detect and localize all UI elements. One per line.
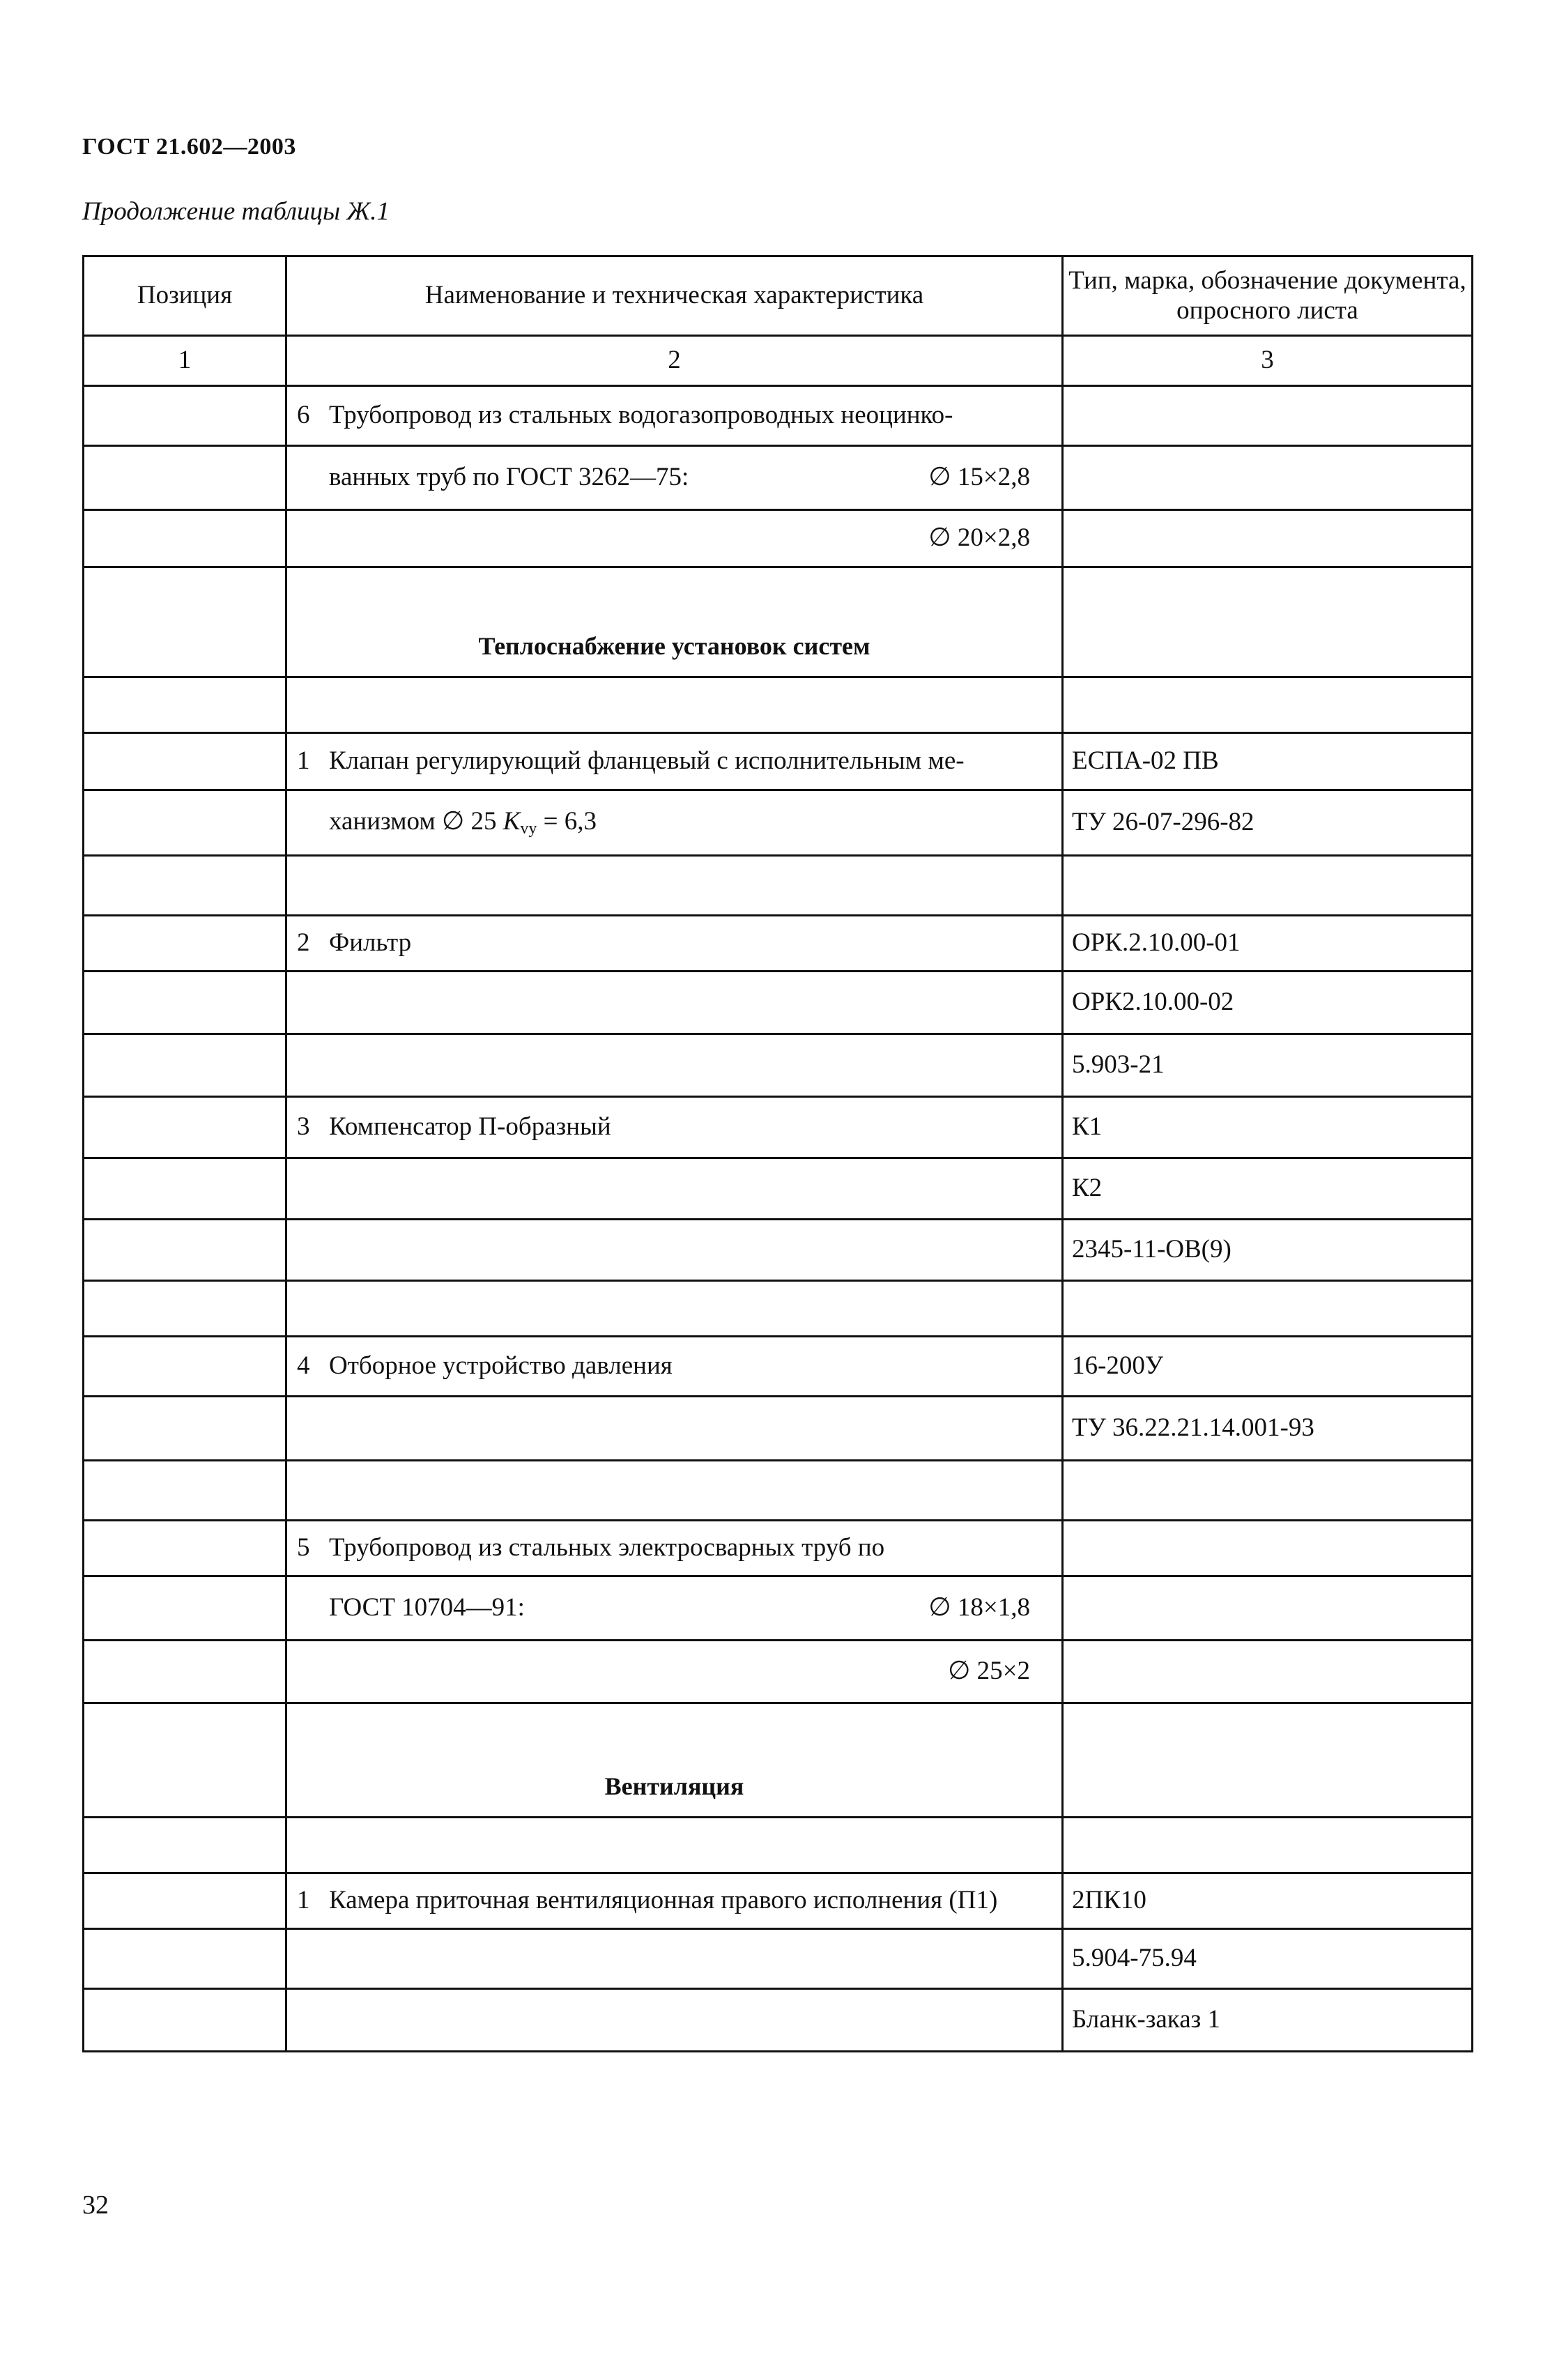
name-cell	[286, 733, 1063, 790]
table-row	[84, 677, 1473, 733]
name-cell	[286, 1641, 1063, 1703]
table-row	[84, 1220, 1473, 1281]
flow-coefficient-value: = 6,3	[537, 806, 597, 836]
table-row	[84, 1281, 1473, 1337]
table-row	[84, 1576, 1473, 1641]
type-cell: 2ПК10	[1063, 1873, 1473, 1929]
position-cell	[84, 1097, 286, 1158]
type-cell: ОРК2.10.00-02	[1063, 972, 1473, 1034]
type-cell: ОРК.2.10.00-01	[1063, 916, 1473, 972]
item-number: 6	[297, 401, 310, 430]
pipe-dimension: ∅ 20×2,8	[928, 523, 1030, 553]
table-row	[84, 386, 1473, 446]
item-number: 1	[297, 746, 310, 776]
type-cell	[1063, 386, 1473, 446]
section-title: Вентиляция	[604, 1772, 744, 1801]
position-cell	[84, 916, 286, 972]
flow-coefficient-symbol: K	[502, 806, 521, 836]
item-text: ханизмом ∅ 25	[329, 806, 503, 836]
type-cell: 5.904-75.94	[1063, 1929, 1473, 1989]
item-text: Компенсатор П-образный	[329, 1112, 611, 1142]
item-text: Камера приточная вентиляционная правого исполнения (П1)	[329, 1886, 998, 1915]
name-cell	[286, 1521, 1063, 1576]
item-text: ГОСТ 10704—91:	[329, 1593, 525, 1622]
column-number: 3	[1063, 336, 1473, 386]
column-number-row	[84, 336, 1473, 386]
column-header-name: Наименование и техническая характеристика	[286, 256, 1063, 336]
position-cell	[84, 446, 286, 510]
section-row	[84, 1703, 1473, 1818]
table-row	[84, 1641, 1473, 1703]
pipe-dimension: ∅ 18×1,8	[928, 1593, 1030, 1622]
type-cell: Бланк-заказ 1	[1063, 1989, 1473, 2052]
table-row	[84, 1929, 1473, 1989]
item-text: ванных труб по ГОСТ 3262—75:	[329, 463, 689, 492]
table-continuation-caption: Продолжение таблицы Ж.1	[82, 197, 390, 226]
position-cell	[84, 790, 286, 856]
position-cell	[84, 1576, 286, 1641]
item-number: 3	[297, 1112, 310, 1142]
type-cell: 5.903-21	[1063, 1034, 1473, 1097]
section-row	[84, 567, 1473, 677]
section-title-cell	[286, 567, 1063, 677]
item-number: 5	[297, 1533, 310, 1563]
type-cell	[1063, 1521, 1473, 1576]
document-code: ГОСТ 21.602—2003	[82, 134, 296, 160]
type-cell	[1063, 1641, 1473, 1703]
table-row	[84, 446, 1473, 510]
table-row	[84, 1397, 1473, 1461]
table-row	[84, 916, 1473, 972]
column-number: 1	[84, 336, 286, 386]
table-row	[84, 1034, 1473, 1097]
table-row	[84, 1461, 1473, 1521]
type-cell: ТУ 36.22.21.14.001-93	[1063, 1397, 1473, 1461]
specification-table	[82, 255, 1473, 2052]
item-text: Клапан регулирующий фланцевый с исполнительным ме-	[329, 746, 965, 776]
column-number: 2	[286, 336, 1063, 386]
name-cell	[286, 1097, 1063, 1158]
section-title-cell	[286, 1703, 1063, 1818]
item-text: Отборное устройство давления	[329, 1351, 673, 1381]
name-cell	[286, 1576, 1063, 1641]
position-cell	[84, 733, 286, 790]
type-cell: К1	[1063, 1097, 1473, 1158]
type-cell: ЕСПА-02 ПВ	[1063, 733, 1473, 790]
name-cell	[286, 510, 1063, 567]
type-cell: ТУ 26-07-296-82	[1063, 790, 1473, 856]
table-row	[84, 1097, 1473, 1158]
table-row	[84, 790, 1473, 856]
position-cell	[84, 386, 286, 446]
position-cell	[84, 567, 286, 677]
table-row	[84, 733, 1473, 790]
type-cell	[1063, 510, 1473, 567]
item-text: Трубопровод из стальных электросварных труб по	[329, 1533, 885, 1563]
item-number: 4	[297, 1351, 310, 1381]
name-cell	[286, 1337, 1063, 1397]
table-row	[84, 1873, 1473, 1929]
type-cell: 16-200У	[1063, 1337, 1473, 1397]
table-row	[84, 856, 1473, 916]
name-cell	[286, 386, 1063, 446]
section-title: Теплоснабжение установок систем	[478, 632, 870, 661]
table-row	[84, 1989, 1473, 2052]
item-text: Фильтр	[329, 928, 412, 958]
position-cell	[84, 1521, 286, 1576]
type-cell	[1063, 1576, 1473, 1641]
type-cell	[1063, 1703, 1473, 1818]
type-cell	[1063, 567, 1473, 677]
item-number: 2	[297, 928, 310, 958]
name-cell	[286, 1873, 1063, 1929]
table-row	[84, 1521, 1473, 1576]
position-cell	[84, 1873, 286, 1929]
name-cell	[286, 446, 1063, 510]
pipe-dimension: ∅ 15×2,8	[928, 463, 1030, 492]
page-number: 32	[82, 2190, 109, 2220]
table-row	[84, 510, 1473, 567]
name-cell	[286, 916, 1063, 972]
flow-coefficient-subscript: vy	[520, 819, 537, 838]
type-cell: К2	[1063, 1158, 1473, 1220]
column-header-type: Тип, марка, обозначение документа, опросного листа	[1063, 256, 1473, 336]
item-text: Трубопровод из стальных водогазопроводных неоцинко-	[329, 401, 953, 430]
column-header-position: Позиция	[84, 256, 286, 336]
position-cell	[84, 1703, 286, 1818]
position-cell	[84, 510, 286, 567]
name-cell	[286, 790, 1063, 856]
position-cell	[84, 1337, 286, 1397]
table-row	[84, 1158, 1473, 1220]
type-cell	[1063, 446, 1473, 510]
table-header-row	[84, 256, 1473, 336]
table-row	[84, 1337, 1473, 1397]
item-number: 1	[297, 1886, 310, 1915]
table-row	[84, 1818, 1473, 1873]
pipe-dimension: ∅ 25×2	[948, 1657, 1030, 1686]
position-cell	[84, 1641, 286, 1703]
type-cell: 2345-11-ОВ(9)	[1063, 1220, 1473, 1281]
table-row	[84, 972, 1473, 1034]
